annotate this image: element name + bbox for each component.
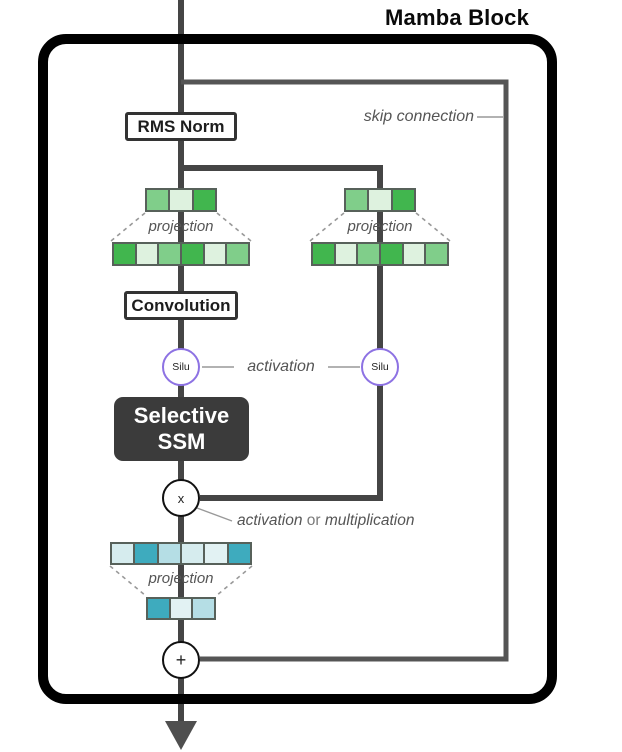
skip-connection-label: skip connection (363, 108, 474, 125)
vector-cell (381, 244, 404, 264)
ssm-label-line2: SSM (157, 429, 206, 454)
vector-cell (114, 244, 137, 264)
output-vector-narrow (146, 597, 216, 620)
vector-cell (404, 244, 427, 264)
mult-note (237, 512, 415, 530)
silu-circle-left: Silu (162, 348, 200, 386)
mult-note-connector (197, 508, 232, 521)
vector-cell (159, 244, 182, 264)
convolution-box: Convolution (124, 291, 238, 320)
vector-cell (135, 544, 158, 563)
mult-note-multiplication: multiplication (324, 512, 415, 529)
vector-cell (159, 544, 182, 563)
projection-label-output: projection (148, 570, 214, 587)
projection-label-right: projection (347, 218, 413, 235)
vector-cell (393, 190, 414, 210)
ssm-label-line1: Selective (133, 403, 230, 428)
mult-note-or: or (302, 512, 325, 529)
vector-cell (346, 190, 369, 210)
vector-cell (112, 544, 135, 563)
vector-cell (227, 244, 248, 264)
input-vector-right (344, 188, 416, 212)
vector-cell (182, 544, 205, 563)
vector-cell (147, 190, 170, 210)
selective-ssm-box (114, 397, 249, 461)
silu-circle-right: Silu (361, 348, 399, 386)
vector-cell (358, 244, 381, 264)
vector-cell (369, 190, 392, 210)
vector-cell (137, 244, 160, 264)
vector-cell (229, 544, 250, 563)
expanded-vector-left (112, 242, 250, 266)
expanded-vector-right (311, 242, 449, 266)
vector-cell (205, 544, 228, 563)
output-vector-wide (110, 542, 252, 565)
vector-cell (171, 599, 194, 618)
multiply-circle: x (162, 479, 200, 517)
diagram-title: Mamba Block (384, 5, 530, 30)
activation-label: activation (247, 358, 315, 375)
projection-label-left: projection (148, 218, 214, 235)
vector-cell (336, 244, 359, 264)
vector-cell (193, 599, 214, 618)
output-arrowhead (165, 721, 197, 750)
vector-cell (426, 244, 447, 264)
mult-note-activation: activation (237, 512, 303, 529)
vector-cell (148, 599, 171, 618)
vector-cell (182, 244, 205, 264)
vector-cell (170, 190, 193, 210)
vector-cell (205, 244, 228, 264)
rms-norm-box: RMS Norm (125, 112, 237, 141)
vector-cell (194, 190, 215, 210)
add-circle: + (162, 641, 200, 679)
input-vector-left (145, 188, 217, 212)
vector-cell (313, 244, 336, 264)
